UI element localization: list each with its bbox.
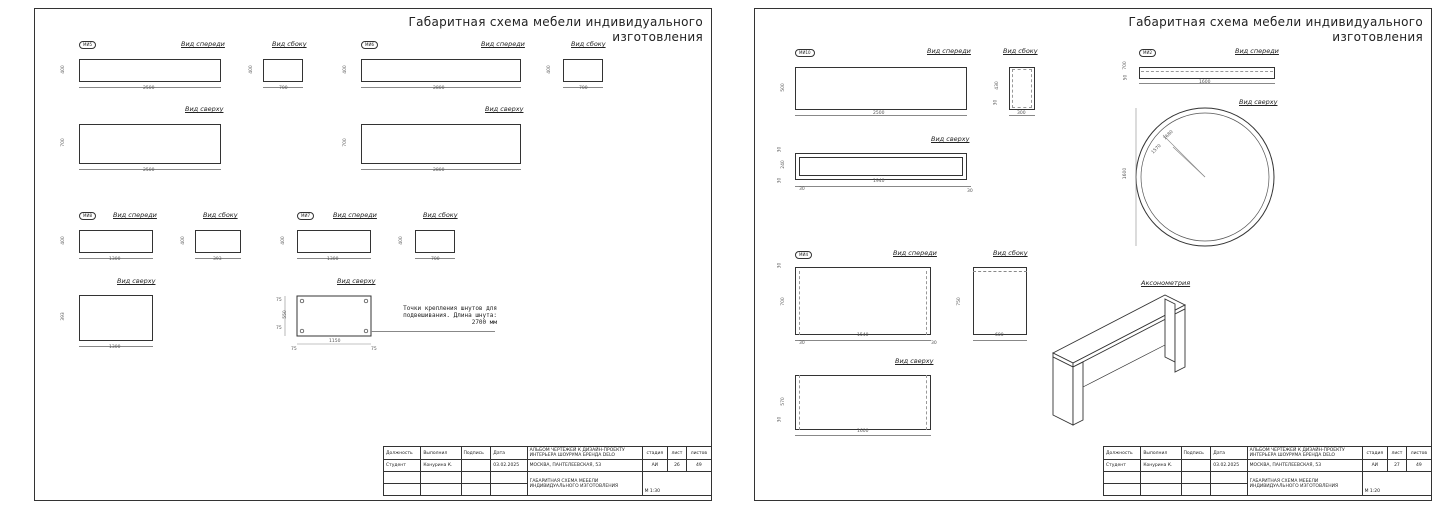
dim-mi8-top-height: 393 — [60, 312, 66, 321]
mi4-top-hidden-lines — [799, 375, 927, 430]
stamp-scale: М 1:30 — [642, 472, 711, 496]
mi8-top-view — [79, 295, 153, 341]
dim-mi10-top-edge-left: 30 — [799, 187, 805, 192]
dim-mi6-side-width: 700 — [579, 86, 588, 91]
dim-mi6-side-height: 400 — [546, 65, 552, 74]
note-line: подвешивания. Длина шнута: — [403, 312, 497, 319]
dim-mi7-width: 1300 — [327, 257, 339, 262]
dim-line — [795, 186, 971, 187]
mi6-side-view — [563, 59, 603, 82]
stamp-col-stage: стадия — [1362, 447, 1387, 460]
label-top-view: Вид сверху — [185, 105, 224, 113]
mi10-top-inner — [799, 157, 963, 176]
dim-mi6-top-height: 700 — [342, 138, 348, 147]
item-tag-mi6: МИ6 — [361, 41, 378, 49]
label-side-view: Вид сбоку — [1003, 47, 1038, 55]
dim-mi2-radius-1: 1680 — [1162, 129, 1175, 142]
stamp-total-sheets: 49 — [686, 460, 711, 472]
label-front-view: Вид спереди — [893, 249, 937, 257]
label-top-view: Вид сверху — [117, 277, 156, 285]
mi2-top-view-circle — [1121, 103, 1281, 253]
dim-mi4-height: 700 — [780, 297, 786, 306]
stamp-address: МОСКВА, ПАНТЕЛЕЕВСКАЯ, 53 — [1247, 460, 1362, 472]
dim-mi10-top-edge: 30 — [777, 177, 783, 184]
stamp-header: Выполнил — [1141, 447, 1181, 460]
drawing-sheet-2 — [754, 8, 1432, 501]
stamp-signature — [1181, 460, 1211, 472]
hanging-note — [385, 305, 497, 326]
note-line: Точки крепления шнутов для — [403, 305, 497, 312]
stamp-col-sheet: лист — [668, 447, 687, 460]
item-tag-mi4: МИ4 — [795, 251, 812, 259]
stamp-total-sheets: 49 — [1406, 460, 1431, 472]
dim-mi7-side-height: 400 — [398, 236, 404, 245]
dim-mi10-side-height: 430 — [994, 81, 1000, 90]
dim-line — [795, 435, 931, 436]
stamp-author: Конурина К. — [421, 460, 461, 472]
stamp-scale: М 1:20 — [1362, 472, 1431, 496]
label-side-view: Вид сбоку — [272, 40, 307, 48]
label-front-view: Вид спереди — [927, 47, 971, 55]
dim-mi2-diameter: 1600 — [1123, 167, 1129, 180]
dim-mi4-top-edge: 30 — [777, 416, 783, 423]
mi4-axonometry — [1047, 291, 1197, 431]
stamp-header: Дата — [1211, 447, 1247, 460]
dim-mi2-height: 700 — [1122, 61, 1128, 70]
dim-mi6-top-width: 2800 — [433, 168, 445, 173]
stamp-header: Подпись — [461, 447, 491, 460]
dim-mi5-side-width: 700 — [279, 86, 288, 91]
dim-mi2-height-2: 50 — [1123, 74, 1129, 81]
dim-mi10-height: 500 — [780, 83, 786, 92]
dim-mi7-top-height: 550 — [282, 310, 288, 319]
stamp-role: Студент — [384, 460, 421, 472]
label-front-view: Вид спереди — [181, 40, 225, 48]
mi2-front-hidden-lines — [1141, 71, 1273, 77]
label-top-view: Вид сверху — [1239, 98, 1278, 106]
dim-mi5-height: 400 — [60, 65, 66, 74]
dim-mi6-width: 2800 — [433, 86, 445, 91]
stamp-header: Должность — [1104, 447, 1141, 460]
mi4-front-hidden-lines — [799, 271, 927, 335]
stamp-sheet-number: 26 — [668, 460, 687, 472]
dim-mi4-edge-right: 30 — [931, 341, 937, 346]
label-side-view: Вид сбоку — [571, 40, 606, 48]
dim-mi4-side-width: 600 — [995, 333, 1004, 338]
stamp-header: Выполнил — [421, 447, 461, 460]
label-top-view: Вид сверху — [931, 135, 970, 143]
label-top-view: Вид сверху — [337, 277, 376, 285]
stamp-sheet-number: 27 — [1388, 460, 1407, 472]
label-front-view: Вид спереди — [481, 40, 525, 48]
stamp-project: АЛЬБОМ ЧЕРТЕЖЕЙ К ДИЗАЙН-ПРОЕКТУ ИНТЕРЬЕРА ШОУРУМА БРЕНДА DELO — [527, 447, 642, 460]
dim-mi7-height: 400 — [280, 236, 286, 245]
stamp-address: МОСКВА, ПАНТЕЛЕЕВСКАЯ, 53 — [527, 460, 642, 472]
stamp-col-stage: стадия — [642, 447, 667, 460]
stamp-stage: АИ — [1362, 460, 1387, 472]
dim-mi4-edge: 30 — [777, 262, 783, 269]
sheet-title — [403, 15, 703, 45]
stamp-header: Подпись — [1181, 447, 1211, 460]
dim-mi10-top-edge-right: 30 — [967, 189, 973, 194]
dim-mi4-edge-left: 30 — [799, 341, 805, 346]
dim-mi5-width: 2500 — [143, 86, 155, 91]
dim-mi2-width: 1600 — [1199, 80, 1211, 85]
label-front-view: Вид спереди — [1235, 47, 1279, 55]
item-tag-mi5: МИ5 — [79, 41, 96, 49]
stamp-col-sheets: листов — [686, 447, 711, 460]
mi10-side-hidden-lines — [1012, 69, 1032, 108]
stamp-project: АЛЬБОМ ЧЕРТЕЖЕЙ К ДИЗАЙН-ПРОЕКТУ ИНТЕРЬЕРА ШОУРУМА БРЕНДА DELO — [1247, 447, 1362, 460]
dim-mi4-top-width: 1600 — [857, 429, 869, 434]
title-text: Габаритная схема мебели индивидуального изготовления — [1128, 15, 1423, 44]
mi4-side-view — [973, 267, 1027, 335]
stamp-drawing-name: ГАБАРИТНАЯ СХЕМА МЕБЕЛИ ИНДИВИДУАЛЬНОГО ИЗГОТОВЛЕНИЯ — [527, 472, 642, 496]
mi5-front-view — [79, 59, 221, 82]
stamp-drawing-name: ГАБАРИТНАЯ СХЕМА МЕБЕЛИ ИНДИВИДУАЛЬНОГО ИЗГОТОВЛЕНИЯ — [1247, 472, 1362, 496]
dim-mi8-side-width: 393 — [213, 257, 222, 262]
stamp-header: Дата — [491, 447, 527, 460]
dim-mi10-side-leg: 30 — [993, 99, 999, 106]
stamp-author: Конурина К. — [1141, 460, 1181, 472]
mi7-top-view — [271, 291, 381, 357]
stamp-date: 03.02.2025 — [491, 460, 527, 472]
mi4-side-top-line — [973, 271, 1027, 272]
mi6-top-view — [361, 124, 521, 164]
dim-mi7-offset-bottom: 75 — [276, 326, 282, 331]
sheet-title — [1123, 15, 1423, 45]
dim-mi4-top-height: 570 — [780, 397, 786, 406]
dim-line — [795, 340, 931, 341]
stamp-role: Студент — [1104, 460, 1141, 472]
dim-mi2-radius-2: 1570 — [1150, 143, 1163, 156]
label-axonometry: Аксонометрия — [1141, 279, 1191, 287]
dim-mi10-top-edge: 30 — [777, 146, 783, 153]
dim-mi10-top-width: 1940 — [873, 179, 885, 184]
dim-mi6-height: 400 — [342, 65, 348, 74]
dim-line — [973, 340, 1027, 341]
dim-mi8-width: 1300 — [109, 257, 121, 262]
item-tag-mi10: МИ10 — [795, 49, 815, 57]
dim-mi10-side-width: 300 — [1017, 111, 1026, 116]
dim-mi4-side-height: 750 — [956, 297, 962, 306]
note-leader-line — [371, 331, 495, 332]
label-front-view: Вид спереди — [113, 211, 157, 219]
item-tag-mi7: МИ7 — [297, 212, 314, 220]
label-side-view: Вид сбоку — [423, 211, 458, 219]
title-block-2 — [1103, 446, 1432, 496]
item-tag-mi8: МИ8 — [79, 212, 96, 220]
dim-mi7-offset-top: 75 — [276, 298, 282, 303]
dim-mi10-width: 2500 — [873, 111, 885, 116]
stamp-date: 03.02.2025 — [1211, 460, 1247, 472]
mi8-side-view — [195, 230, 241, 253]
dim-mi7-top-width: 1150 — [329, 339, 341, 344]
mi6-front-view — [361, 59, 521, 82]
label-top-view: Вид сверху — [485, 105, 524, 113]
mi7-front-view — [297, 230, 371, 253]
label-side-view: Вид сбоку — [203, 211, 238, 219]
mi5-side-view — [263, 59, 303, 82]
label-front-view: Вид спереди — [333, 211, 377, 219]
label-top-view: Вид сверху — [895, 357, 934, 365]
dim-mi10-top-height: 240 — [780, 160, 786, 169]
dim-mi8-top-width: 1300 — [109, 345, 121, 350]
dim-mi4-width: 1540 — [857, 333, 869, 338]
mi5-top-view — [79, 124, 221, 164]
label-side-view: Вид сбоку — [993, 249, 1028, 257]
stamp-stage: АИ — [642, 460, 667, 472]
stamp-header: Должность — [384, 447, 421, 460]
dim-mi5-top-width: 2500 — [143, 168, 155, 173]
dim-mi7-side-width: 700 — [431, 257, 440, 262]
item-tag-mi2: МИ2 — [1139, 49, 1156, 57]
stamp-signature — [461, 460, 491, 472]
mi8-front-view — [79, 230, 153, 253]
stamp-col-sheet: лист — [1388, 447, 1407, 460]
drawing-sheet-1 — [34, 8, 712, 501]
mi10-front-view — [795, 67, 967, 110]
dim-mi8-side-height: 400 — [180, 236, 186, 245]
dim-mi7-offset-left: 75 — [291, 347, 297, 352]
title-text: Габаритная схема мебели индивидуального изготовления — [408, 15, 703, 44]
title-block-1 — [383, 446, 712, 496]
dim-mi5-side-height: 400 — [248, 65, 254, 74]
mi7-side-view — [415, 230, 455, 253]
note-line: 2700 мм — [471, 319, 497, 326]
stamp-col-sheets: листов — [1406, 447, 1431, 460]
dim-mi8-height: 400 — [60, 236, 66, 245]
dim-mi7-offset-right: 75 — [371, 347, 377, 352]
dim-mi5-top-height: 700 — [60, 138, 66, 147]
